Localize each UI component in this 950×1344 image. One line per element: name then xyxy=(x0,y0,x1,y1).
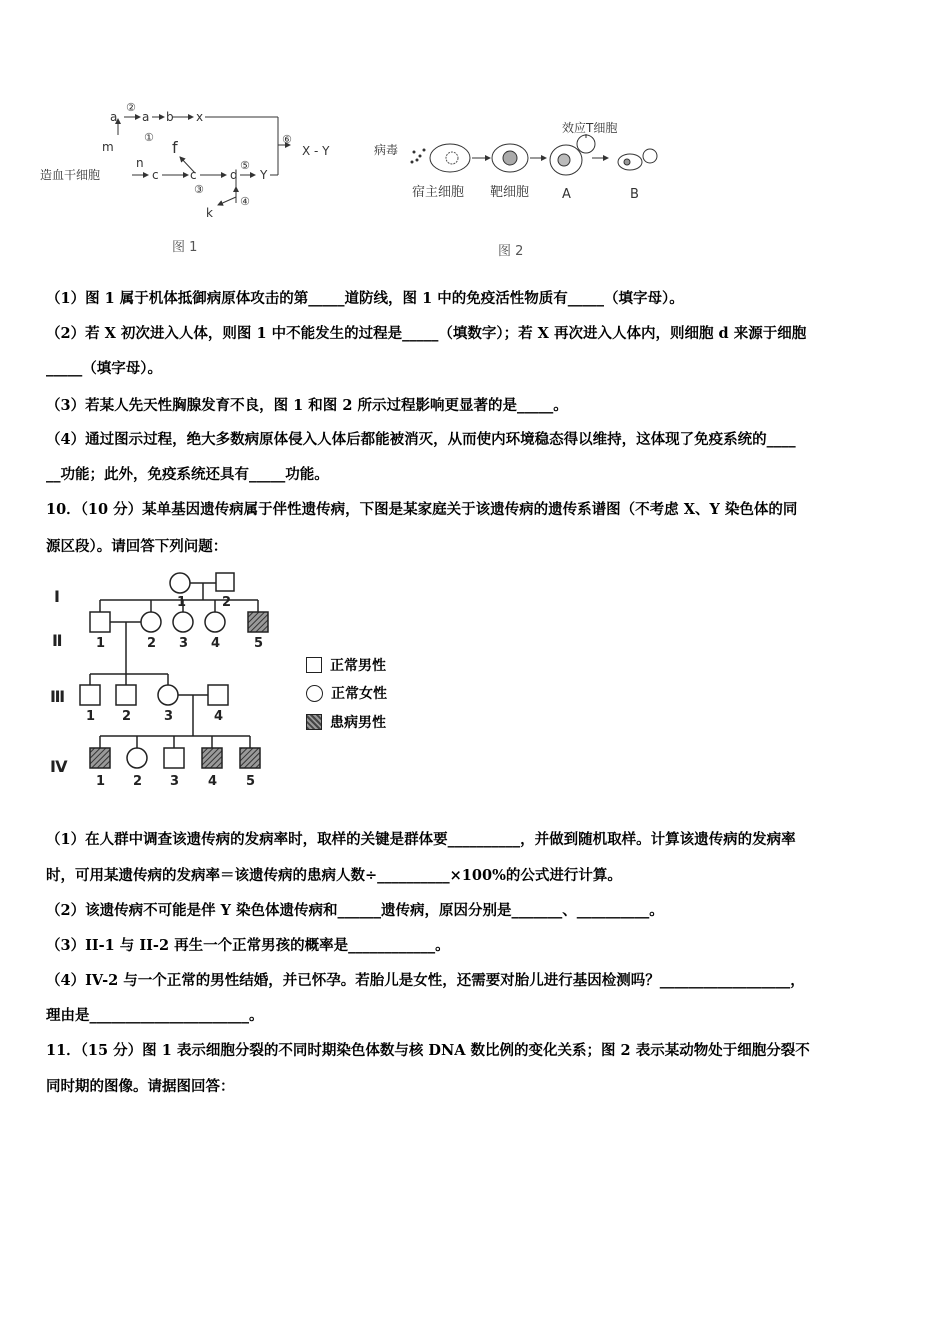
label-iii-4: 4 xyxy=(214,709,224,724)
cell-b-label: B xyxy=(630,187,639,202)
q9-part-1: （1）图 1 属于机体抵御病原体攻击的第_____道防线，图 1 中的免疫活性物质有_____（填字母）。 xyxy=(46,290,684,307)
q10-part-3: （3）II-1 与 II-2 再生一个正常男孩的概率是____________。 xyxy=(46,937,450,954)
q10-part-4-cont: 理由是______________________。 xyxy=(46,1007,264,1024)
person-iv-3 xyxy=(164,748,184,768)
q10-part-4: （4）IV-2 与一个正常的男性结婚，并已怀孕。若胎儿是女性，还需要对胎儿进行基因检测吗？__________________， xyxy=(46,972,805,989)
person-i-2 xyxy=(216,573,234,591)
label-iv-2: 2 xyxy=(133,774,143,789)
figure-1-caption: 图 1 xyxy=(172,240,198,255)
node-k: k xyxy=(206,206,213,220)
step-1: ① xyxy=(144,131,154,144)
circle-icon xyxy=(306,685,323,702)
virus-label: 病毒 xyxy=(374,143,399,157)
person-iii-3 xyxy=(158,685,178,705)
node-c2: c xyxy=(190,168,197,182)
q10-stem-line-1: 10．（10 分）某单基因遗传病属于伴性遗传病，下图是某家庭关于该遗传病的遗传系谱图（不考虑 X、Y 染色体的同 xyxy=(46,501,798,518)
label-iii-3: 3 xyxy=(164,709,174,724)
legend-normal-male xyxy=(306,655,386,675)
legend-affected-male xyxy=(306,712,386,732)
hatched-square-icon xyxy=(306,714,322,730)
person-ii-1 xyxy=(90,612,110,632)
node-d: d xyxy=(230,168,238,182)
person-iv-1-affected xyxy=(90,748,110,768)
legend-normal-female-label: 正常女性 xyxy=(331,686,387,702)
q9-part-2: （2）若 X 初次进入人体，则图 1 中不能发生的过程是_____（填数字）；若 X 再次进入人体内，则细胞 d 来源于细胞 xyxy=(46,325,807,342)
person-ii-5-affected xyxy=(248,612,268,632)
label-iv-5: 5 xyxy=(246,774,256,789)
cell-b-icon xyxy=(618,149,657,170)
q9-part-3: （3）若某人先天性胸腺发育不良，图 1 和图 2 所示过程影响更显著的是_____。 xyxy=(46,397,568,414)
q9-part-4: （4）通过图示过程，绝大多数病原体侵入人体后都能被消灭，从而使内环境稳态得以维持，这体现了免疫系统的____ xyxy=(46,431,796,448)
step-6: ⑥ xyxy=(282,133,292,146)
label-iii-2: 2 xyxy=(122,709,132,724)
q9-part-4-cont: __功能；此外，免疫系统还具有_____功能。 xyxy=(46,466,329,483)
q10-part-1: （1）在人群中调查该遗传病的发病率时，取样的关键是群体要__________，并做到随机取样。计算该遗传病的发病率 xyxy=(46,831,796,848)
step-5: ⑤ xyxy=(240,159,250,172)
legend-normal-female xyxy=(306,683,387,703)
label-n: n xyxy=(136,156,144,170)
label-iv-1: 1 xyxy=(96,774,106,789)
q11-stem-line-1: 11．（15 分）图 1 表示细胞分裂的不同时期染色体数与核 DNA 数比例的变化关系；图 2 表示某动物处于细胞分裂不 xyxy=(46,1042,810,1059)
node-a-top: a xyxy=(110,110,118,124)
effector-t-cell-label: 效应T细胞 xyxy=(562,121,618,135)
figure-1-diagram xyxy=(40,95,350,225)
label-iv-3: 3 xyxy=(170,774,180,789)
figure-2-diagram xyxy=(372,110,672,210)
node-x: x xyxy=(196,110,204,124)
legend-normal-male-label: 正常男性 xyxy=(330,658,386,674)
q10-part-2: （2）该遗传病不可能是伴 Y 染色体遗传病和______遗传病，原因分别是_______、__________。 xyxy=(46,902,664,919)
label-ii-4: 4 xyxy=(211,636,221,651)
node-f: f xyxy=(172,138,178,157)
person-iv-2 xyxy=(127,748,147,768)
node-a2: a xyxy=(142,110,150,124)
label-ii-3: 3 xyxy=(179,636,189,651)
label-m: m xyxy=(102,140,114,154)
step-4: ④ xyxy=(240,195,250,208)
label-ii-2: 2 xyxy=(147,636,157,651)
q11-stem-line-2: 同时期的图像。请据图回答： xyxy=(46,1078,235,1095)
person-iii-2 xyxy=(116,685,136,705)
node-b: b xyxy=(166,110,174,124)
label-i-1: 1 xyxy=(177,595,187,610)
target-cell-label: 靶细胞 xyxy=(490,185,530,200)
node-x-y: X - Y xyxy=(302,144,330,158)
label-i-2: 2 xyxy=(222,595,232,610)
source-cell-label: 造血干细胞 xyxy=(40,168,101,182)
node-c1: c xyxy=(152,168,159,182)
square-icon xyxy=(306,657,322,673)
person-iv-5-affected xyxy=(240,748,260,768)
virus-particles-icon xyxy=(411,149,426,164)
step-3: ③ xyxy=(194,183,204,196)
legend-affected-male-label: 患病男性 xyxy=(330,715,386,731)
person-iii-4 xyxy=(208,685,228,705)
host-cell-label: 宿主细胞 xyxy=(412,185,465,200)
label-iv-4: 4 xyxy=(208,774,218,789)
figure-2-caption: 图 2 xyxy=(498,244,524,259)
q10-stem-line-2: 源区段）。请回答下列问题： xyxy=(46,538,228,555)
host-cell-icon xyxy=(430,144,470,172)
generation-ii-label: Ⅱ xyxy=(52,631,63,650)
person-iv-4-affected xyxy=(202,748,222,768)
person-iii-1 xyxy=(80,685,100,705)
person-i-1 xyxy=(170,573,190,593)
generation-iv-label: Ⅳ xyxy=(50,757,68,776)
step-2: ② xyxy=(126,101,136,114)
label-ii-5: 5 xyxy=(254,636,264,651)
pedigree-chart xyxy=(40,570,300,795)
q9-part-2-cont: _____（填字母）。 xyxy=(46,360,162,377)
person-ii-2 xyxy=(141,612,161,632)
cell-a-label: A xyxy=(562,187,571,202)
label-ii-1: 1 xyxy=(96,636,106,651)
person-ii-3 xyxy=(173,612,193,632)
node-y: Y xyxy=(260,168,268,182)
q10-part-1-cont: 时，可用某遗传病的发病率＝该遗传病的患病人数÷__________×100%的公式进行计算。 xyxy=(46,867,622,884)
label-iii-1: 1 xyxy=(86,709,96,724)
generation-iii-label: Ⅲ xyxy=(50,687,66,706)
generation-i-label: Ⅰ xyxy=(54,587,60,606)
person-ii-4 xyxy=(205,612,225,632)
